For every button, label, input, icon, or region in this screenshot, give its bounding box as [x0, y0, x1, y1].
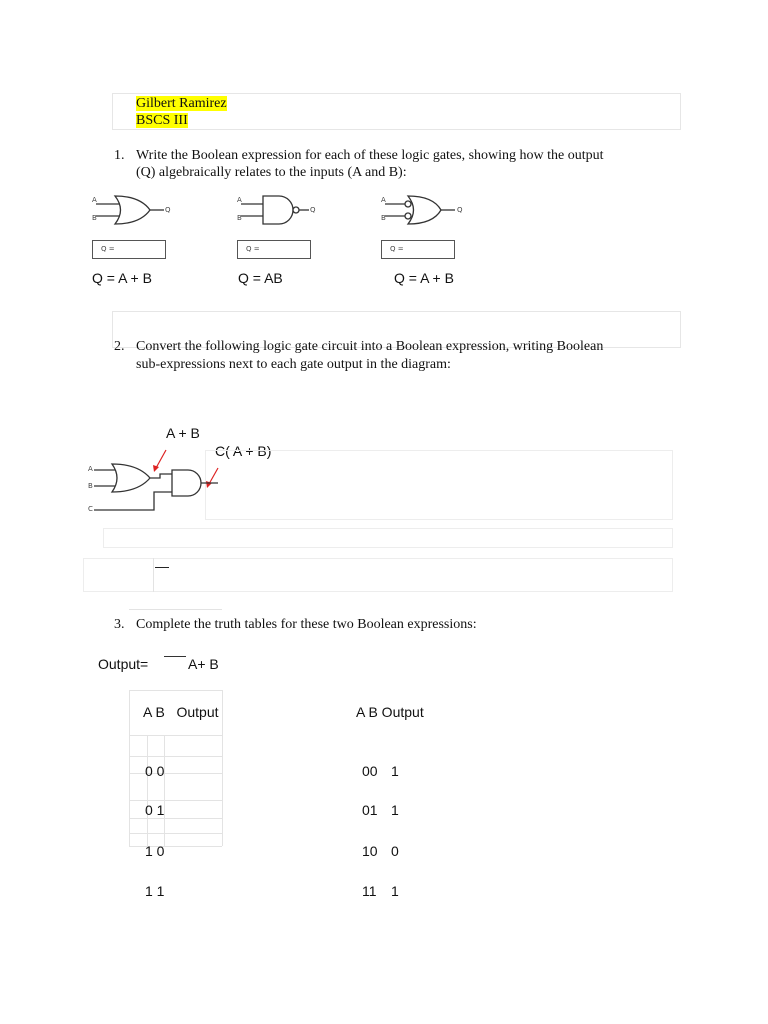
table1-grid-line-7 [129, 833, 222, 834]
table1-grid-vline-3 [164, 735, 165, 846]
q3-number: 3. [114, 617, 125, 632]
circuit-or-gate [112, 464, 150, 492]
q2-circuit-diagram [84, 446, 234, 518]
table2-row-3-ab: 10 [362, 843, 378, 859]
q2-overline: — [155, 558, 169, 574]
q2-blank-row-1 [103, 528, 673, 548]
q3-expression-label: Output= [98, 656, 149, 672]
q-answer-box-1: Q = [92, 240, 166, 259]
table2-row-4-out: 1 [391, 883, 399, 899]
q1-line1: Write the Boolean expression for each of these logic gates, showing how the output [136, 148, 604, 163]
arrow-to-or-output [156, 450, 166, 468]
student-name-highlight: Gilbert Ramirez [136, 96, 227, 111]
arrow-to-and-output-head [206, 481, 212, 488]
inv-or-gate-label-q: Q [457, 206, 463, 214]
table1-grid-vline-4 [222, 690, 223, 846]
table1-grid-line-2 [129, 735, 222, 736]
q3-top-rule [129, 609, 222, 610]
table2-row-4-ab: 11 [362, 883, 377, 899]
table2-header: A B Output [356, 704, 424, 720]
table1-grid-line-5 [129, 800, 222, 801]
table1-grid-line-8 [129, 846, 222, 847]
q2-number: 2. [114, 339, 125, 354]
table1-row-3: 1 0 [145, 843, 165, 859]
inv-or-gate-bubble-b [405, 213, 411, 219]
table1-grid-line-4 [129, 773, 222, 774]
circuit-or-to-and-wire [150, 474, 172, 478]
or-gate-shape [115, 196, 150, 224]
q2-annotation-or: A + B [166, 425, 200, 441]
q2-blank-row-2 [83, 558, 673, 592]
table2-row-3-out: 0 [391, 843, 399, 859]
circuit-label-c: C [88, 505, 93, 513]
table1-header: A B Output [143, 704, 219, 720]
circuit-label-b: B [88, 482, 93, 490]
table1-row-4: 1 1 [145, 883, 165, 899]
q1-number: 1. [114, 148, 125, 163]
table1-grid-line-3 [129, 756, 222, 757]
q-answer-box-2: Q = [237, 240, 311, 259]
q3-expression-overline [164, 656, 186, 657]
circuit-input-c-wire [94, 492, 172, 510]
q2-circuit-frame [205, 450, 673, 520]
table1-row-2: 0 1 [145, 802, 165, 818]
arrow-to-or-output-head [153, 465, 159, 472]
table1-grid-line-1 [129, 690, 222, 691]
or-gate-label-b: B [92, 214, 97, 222]
table2-row-1-out: 1 [391, 763, 399, 779]
table1-grid-line-6 [129, 818, 222, 819]
q1-line2: (Q) algebraically relates to the inputs (A and B): [136, 165, 407, 180]
nand-gate-shape [263, 196, 293, 224]
q3-expression-rest: A+ B [188, 656, 219, 672]
student-course [136, 112, 188, 129]
inv-or-gate-label-b: B [381, 214, 386, 222]
student-course-highlight: BSCS III [136, 113, 188, 128]
q2-line1: Convert the following logic gate circuit into a Boolean expression, writing Boolean [136, 339, 604, 354]
q1-answer-1: Q = A + B [92, 270, 152, 286]
table1-grid-vline-1 [129, 690, 130, 846]
q2-blank-divider [153, 558, 154, 592]
inv-or-gate-label-a: A [381, 196, 386, 204]
table2-row-2-ab: 01 [362, 802, 378, 818]
table2-row-2-out: 1 [391, 802, 399, 818]
inverted-input-or-gate-diagram [377, 192, 467, 228]
or-gate-label-a: A [92, 196, 97, 204]
q-answer-box-3: Q = [381, 240, 455, 259]
arrow-to-and-output [209, 468, 218, 484]
table1-grid-vline-2 [147, 735, 148, 846]
nand-gate-label-b: B [237, 214, 242, 222]
circuit-label-a: A [88, 465, 93, 473]
nand-gate-label-q: Q [310, 206, 316, 214]
table2-row-1-ab: 00 [362, 763, 378, 779]
q2-line2: sub-expressions next to each gate output in the diagram: [136, 357, 451, 372]
inv-or-gate-shape [408, 196, 441, 224]
nand-gate-label-a: A [237, 196, 242, 204]
q1-answer-2: Q = AB [238, 270, 283, 286]
student-name [136, 95, 227, 112]
or-gate-label-q: Q [165, 206, 171, 214]
q2-annotation-and: C( A + B) [215, 443, 272, 459]
circuit-and-gate [172, 470, 201, 496]
inv-or-gate-bubble-a [405, 201, 411, 207]
q3-text: Complete the truth tables for these two Boolean expressions: [136, 617, 477, 632]
nand-gate-bubble [293, 207, 299, 213]
q1-answer-3: Q = A + B [394, 270, 454, 286]
table1-row-1: 0 0 [145, 763, 165, 779]
